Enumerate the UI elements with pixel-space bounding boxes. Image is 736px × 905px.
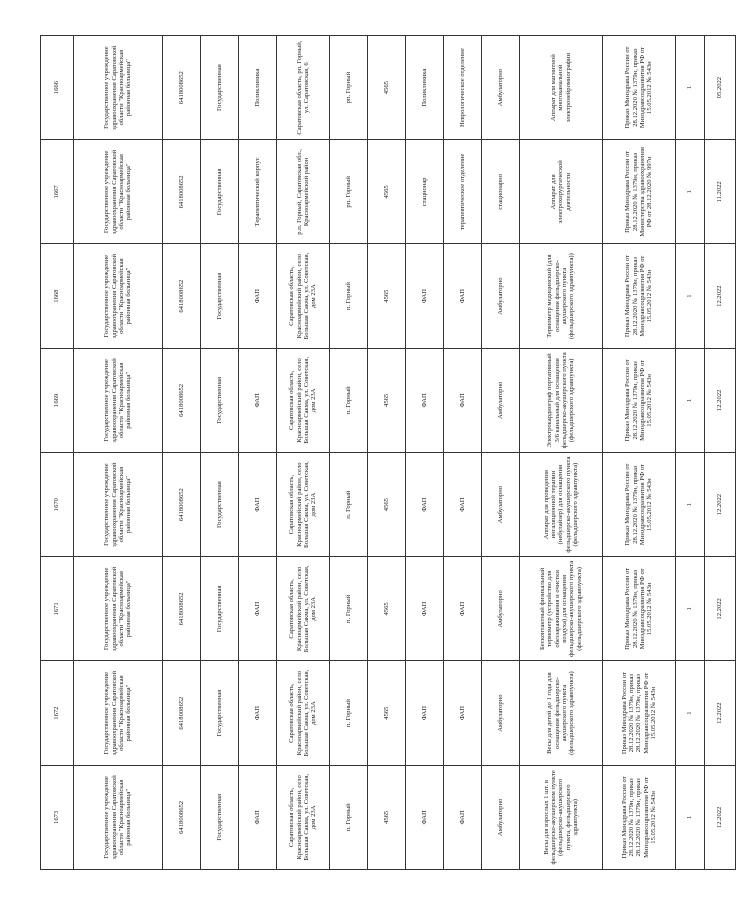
row-date <box>705 36 736 870</box>
cell-quantity: 1 <box>676 765 705 869</box>
cell-subdivision: терапевтическое отделение <box>444 140 482 244</box>
cell-number: 4565 <box>368 348 406 452</box>
cell-regulation: Приказ Минздрава России от 28.12.2020 № 1379н, приказ 28.12.2020 № 1379н, приказ Минздравсоцразвития РФ от 15.05.2012 № 543н <box>603 661 676 765</box>
cell-subdivision: ФАП <box>444 244 482 348</box>
cell-quantity: 1 <box>676 557 705 661</box>
row-address <box>277 36 330 870</box>
equipment-table <box>40 35 736 870</box>
cell-date: 12.2022 <box>705 661 736 765</box>
cell-inn: 6418008652 <box>163 140 201 244</box>
cell-subdivision: ФАП <box>444 557 482 661</box>
cell-number: 4565 <box>368 244 406 348</box>
cell-inn: 6418008652 <box>163 557 201 661</box>
cell-facility-type: ФАП <box>239 765 277 869</box>
cell-date: 11.2022 <box>705 140 736 244</box>
cell-equipment: Электрокардиограф портативный 3/6 канальный для оснащения фельдшерско-акушерского пункта (фельдшерского здравпункта) <box>520 348 603 452</box>
cell-equipment: Термометр медицинский (для оснащения фельдшерско-акушерского пункта (фельдшерского здравпункта)) <box>520 244 603 348</box>
row-quantity <box>676 36 705 870</box>
row-care-condition <box>482 36 520 870</box>
cell-inn: 6418008652 <box>163 765 201 869</box>
cell-ownership: Государственная <box>201 244 239 348</box>
row-subdivision <box>444 36 482 870</box>
cell-category: ФАП <box>406 765 444 869</box>
row-organization <box>74 36 163 870</box>
cell-ownership: Государственная <box>201 661 239 765</box>
cell-date: 12.2022 <box>705 765 736 869</box>
cell-facility-type: ФАП <box>239 453 277 557</box>
cell-id: 1667 <box>41 140 74 244</box>
cell-inn: 6418008652 <box>163 36 201 140</box>
cell-ownership: Государственная <box>201 453 239 557</box>
cell-category: стационар <box>406 140 444 244</box>
cell-equipment: Аппарат для проведения ингаляционной терапии (небулайзер) для оснащения фельдшерско-акушерского пункта (фельдшерского здравпункта) <box>520 453 603 557</box>
cell-address: Саратовская область, Красноармейский район, село Большая Сакма, ул. Советская, дом 23А <box>277 661 330 765</box>
cell-ownership: Государственная <box>201 348 239 452</box>
cell-facility-type: ФАП <box>239 661 277 765</box>
cell-locality: п. Горный <box>330 348 368 452</box>
cell-number: 4565 <box>368 453 406 557</box>
cell-regulation: Приказ Минздрава России от 28.12.2020 № 1379н, приказ Минздравсоцразвития РФ от 15.05.2012 № 543н <box>603 557 676 661</box>
cell-category: ФАП <box>406 453 444 557</box>
cell-date: 12.2022 <box>705 244 736 348</box>
cell-id: 1671 <box>41 557 74 661</box>
cell-organization: Государственное учреждение здравоохранения Саратовской области "Красноармейская районная больница" <box>74 661 163 765</box>
cell-equipment: Аппарат для электрохирургической деятельности <box>520 140 603 244</box>
row-number <box>368 36 406 870</box>
cell-organization: Государственное учреждение здравоохранения Саратовской области "Красноармейская районная больница" <box>74 348 163 452</box>
cell-address: Саратовская область, Красноармейский район, село Большая Сакма, ул. Советская, дом 23А <box>277 765 330 869</box>
cell-locality: п. Горный <box>330 765 368 869</box>
cell-organization: Государственное учреждение здравоохранения Саратовской области "Красноармейская районная больница" <box>74 140 163 244</box>
cell-locality: п. Горный <box>330 661 368 765</box>
cell-number: 4565 <box>368 557 406 661</box>
cell-organization: Государственное учреждение здравоохранения Саратовской области "Красноармейская районная больница" <box>74 244 163 348</box>
cell-subdivision: ФАП <box>444 765 482 869</box>
cell-inn: 6418008652 <box>163 348 201 452</box>
cell-equipment: Весы для детей до 1 года для оснащения фельдшерско-акушерского пункта (фельдшерского здравпункта) <box>520 661 603 765</box>
cell-equipment: Весы для взрослых 1 шт. в фельдшерско-акушерском пункте (фельдшерско-акушерского пункта, фельдшерского здравпункта) <box>520 765 603 869</box>
cell-regulation: Приказ Минздрава России от 28.12.2020 № 1379н, приказ 28.12.2020 № 1379н, приказ Минздравсоцразвития РФ от 15.05.2012 № 543н <box>603 765 676 869</box>
cell-care-condition: Амбулаторно <box>482 557 520 661</box>
cell-ownership: Государственная <box>201 36 239 140</box>
cell-date: 12.2022 <box>705 557 736 661</box>
cell-quantity: 1 <box>676 348 705 452</box>
row-record-id <box>41 36 74 870</box>
cell-facility-type: Поликлиника <box>239 36 277 140</box>
row-ownership <box>201 36 239 870</box>
row-category <box>406 36 444 870</box>
cell-quantity: 1 <box>676 661 705 765</box>
cell-ownership: Государственная <box>201 557 239 661</box>
cell-address: Саратовская область, Красноармейский район, село Большая Сакма, ул. Советская, дом 23А <box>277 557 330 661</box>
cell-subdivision: Неврологическое отделение <box>444 36 482 140</box>
cell-subdivision: ФАП <box>444 348 482 452</box>
cell-category: ФАП <box>406 348 444 452</box>
cell-facility-type: Терапевтический корпус <box>239 140 277 244</box>
cell-organization: Государственное учреждение здравоохранения Саратовской области "Красноармейская районная больница" <box>74 765 163 869</box>
cell-category: ФАП <box>406 661 444 765</box>
cell-equipment: Аппарат для магнитной многоканальной электронейромиографии <box>520 36 603 140</box>
cell-subdivision: ФАП <box>444 661 482 765</box>
row-inn <box>163 36 201 870</box>
cell-quantity: 1 <box>676 140 705 244</box>
cell-care-condition: Амбулаторно <box>482 36 520 140</box>
cell-equipment: Бесконтактный физикальный термометр (устройство для обеззараживания и очистки воздуха) для оснащения фельдшерско-акушерского пункта (фельдшерского здравпункта) <box>520 557 603 661</box>
cell-locality: рп. Горный <box>330 140 368 244</box>
cell-regulation: Приказ Минздрава России от 28.12.2020 № 1379н, приказ Минздравсоцразвития РФ от 15.05.2012 № 543н <box>603 453 676 557</box>
cell-id: 1672 <box>41 661 74 765</box>
cell-facility-type: ФАП <box>239 244 277 348</box>
cell-regulation: Приказ Минздрава России от 28.12.2020 № 1379н, приказ Минздравсоцразвития РФ от 15.05.2012 № 543н <box>603 36 676 140</box>
cell-category: ФАП <box>406 557 444 661</box>
cell-facility-type: ФАП <box>239 348 277 452</box>
cell-address: Саратовская область, Красноармейский район, село Большая Сакма, ул. Советская, дом 23А <box>277 348 330 452</box>
cell-category: Поликлиника <box>406 36 444 140</box>
cell-ownership: Государственная <box>201 765 239 869</box>
rotated-page <box>40 35 724 870</box>
cell-address: Саратовская область, рп. Горный, ул. Саратовская, 6 <box>277 36 330 140</box>
cell-locality: п. Горный <box>330 557 368 661</box>
cell-inn: 6418008652 <box>163 244 201 348</box>
cell-address: Саратовская область, Красноармейский район, село Большая Сакма, ул. Советская, дом 23А <box>277 244 330 348</box>
row-locality <box>330 36 368 870</box>
cell-care-condition: Амбулаторно <box>482 348 520 452</box>
cell-care-condition: Амбулаторно <box>482 661 520 765</box>
cell-number: 4565 <box>368 765 406 869</box>
cell-id: 1670 <box>41 453 74 557</box>
cell-inn: 6418008652 <box>163 453 201 557</box>
cell-inn: 6418008652 <box>163 661 201 765</box>
cell-quantity: 1 <box>676 244 705 348</box>
cell-number: 4565 <box>368 36 406 140</box>
cell-address: р.п. Горный, Саратовская обл., Красноармейский район <box>277 140 330 244</box>
cell-regulation: Приказ Минздрава России от 28.12.2020 № 1379н, приказ Министерства здравоохранения РФ от 28.12.2020 № 997н <box>603 140 676 244</box>
cell-locality: п. Горный <box>330 453 368 557</box>
cell-locality: п. Горный <box>330 244 368 348</box>
cell-regulation: Приказ Минздрава России от 28.12.2020 № 1379н, приказ Минздравсоцразвития РФ от 15.05.2012 № 543н <box>603 348 676 452</box>
cell-organization: Государственное учреждение здравоохранения Саратовской области "Красноармейская районная больница" <box>74 557 163 661</box>
cell-address: Саратовская область, Красноармейский район, село Большая Сакма, ул. Советская, дом 23А <box>277 453 330 557</box>
cell-care-condition: Амбулаторно <box>482 765 520 869</box>
cell-date: 05.2022 <box>705 36 736 140</box>
row-equipment <box>520 36 603 870</box>
cell-id: 1669 <box>41 348 74 452</box>
row-facility-type <box>239 36 277 870</box>
cell-facility-type: ФАП <box>239 557 277 661</box>
cell-id: 1666 <box>41 36 74 140</box>
cell-quantity: 1 <box>676 453 705 557</box>
cell-subdivision: ФАП <box>444 453 482 557</box>
cell-care-condition: Амбулаторно <box>482 453 520 557</box>
cell-id: 1668 <box>41 244 74 348</box>
cell-number: 4565 <box>368 661 406 765</box>
cell-locality: рп. Горный <box>330 36 368 140</box>
cell-care-condition: стационарно <box>482 140 520 244</box>
cell-number: 4565 <box>368 140 406 244</box>
cell-quantity: 1 <box>676 36 705 140</box>
cell-date: 12.2022 <box>705 453 736 557</box>
cell-date: 12.2022 <box>705 348 736 452</box>
row-regulation <box>603 36 676 870</box>
cell-id: 1673 <box>41 765 74 869</box>
cell-ownership: Государственная <box>201 140 239 244</box>
cell-category: ФАП <box>406 244 444 348</box>
cell-organization: Государственное учреждение здравоохранения Саратовской области "Красноармейская районная больница" <box>74 453 163 557</box>
cell-care-condition: Амбулаторно <box>482 244 520 348</box>
cell-regulation: Приказ Минздрава России от 28.12.2020 № 1379н, приказ Минздравсоцразвития РФ от 15.05.2012 № 543н <box>603 244 676 348</box>
cell-organization: Государственное учреждение здравоохранения Саратовской области "Красноармейская районная больница" <box>74 36 163 140</box>
